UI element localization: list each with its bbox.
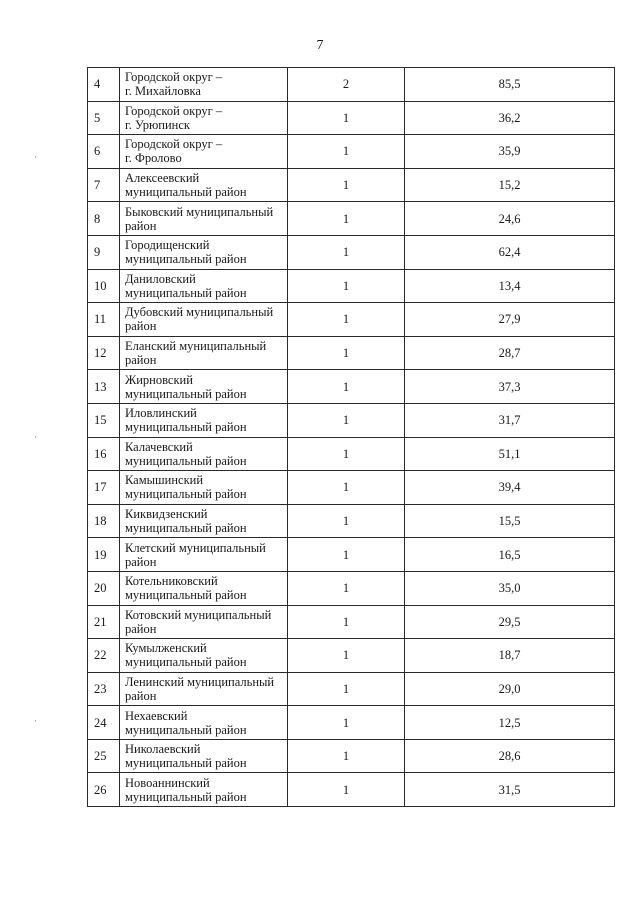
districts-table [87, 67, 615, 807]
table-row [88, 571, 615, 605]
count-cell-text: 1 [342, 211, 350, 226]
count-cell [288, 269, 405, 303]
row-number [88, 504, 120, 538]
count-cell [288, 168, 405, 202]
table-row [88, 471, 615, 505]
table-body [88, 68, 615, 807]
table-row [88, 706, 615, 740]
row-number [88, 706, 120, 740]
row-number-text: 15 [94, 413, 107, 428]
count-cell-text: 1 [342, 581, 350, 596]
count-cell [288, 571, 405, 605]
district-name-text: Городской округ – г. Урюпинск [125, 103, 223, 132]
count-cell-text: 1 [342, 614, 350, 629]
value-cell [405, 437, 615, 471]
district-name-text: Новоаннинский муниципальный район [125, 775, 247, 804]
value-cell-text: 39,4 [498, 480, 521, 495]
count-cell [288, 437, 405, 471]
value-cell-text: 15,5 [498, 514, 521, 529]
count-cell [288, 538, 405, 572]
count-cell-text: 1 [342, 346, 350, 361]
row-number [88, 639, 120, 673]
row-number [88, 739, 120, 773]
row-number-text: 20 [94, 581, 107, 596]
district-name [120, 269, 288, 303]
value-cell-text: 27,9 [498, 312, 521, 327]
count-cell [288, 403, 405, 437]
table-row [88, 135, 615, 169]
row-number [88, 471, 120, 505]
value-cell-text: 13,4 [498, 278, 521, 293]
district-name-text: Быковский муниципальный район [125, 204, 274, 233]
table-row [88, 538, 615, 572]
count-cell-text: 1 [342, 681, 350, 696]
district-name [120, 202, 288, 236]
value-cell-text: 12,5 [498, 715, 521, 730]
row-number-text: 24 [94, 715, 107, 730]
value-cell [405, 605, 615, 639]
district-name-text: Жирновский муниципальный район [125, 372, 247, 401]
district-name [120, 101, 288, 135]
value-cell [405, 202, 615, 236]
count-cell-text: 1 [342, 648, 350, 663]
scan-mark: · [34, 432, 37, 442]
table-row [88, 403, 615, 437]
row-number-text: 19 [94, 547, 107, 562]
row-number [88, 605, 120, 639]
district-name-text: Нехаевский муниципальный район [125, 708, 247, 737]
district-name [120, 471, 288, 505]
count-cell [288, 471, 405, 505]
count-cell [288, 639, 405, 673]
district-name-text: Калачевский муниципальный район [125, 439, 247, 468]
row-number-text: 23 [94, 681, 107, 696]
district-name [120, 706, 288, 740]
row-number-text: 11 [94, 312, 107, 327]
row-number [88, 202, 120, 236]
row-number [88, 101, 120, 135]
value-cell [405, 269, 615, 303]
value-cell-text: 18,7 [498, 648, 521, 663]
count-cell [288, 504, 405, 538]
count-cell [288, 605, 405, 639]
value-cell-text: 36,2 [498, 110, 521, 125]
table-row [88, 672, 615, 706]
row-number-text: 18 [94, 514, 107, 529]
count-cell [288, 773, 405, 807]
row-number-text: 10 [94, 278, 107, 293]
value-cell [405, 235, 615, 269]
value-cell [405, 672, 615, 706]
value-cell [405, 403, 615, 437]
row-number [88, 538, 120, 572]
district-name-text: Дубовский муниципальный район [125, 305, 274, 334]
row-number-text: 22 [94, 648, 107, 663]
row-number [88, 437, 120, 471]
district-name [120, 538, 288, 572]
district-name [120, 571, 288, 605]
count-cell [288, 101, 405, 135]
district-name [120, 135, 288, 169]
district-name-text: Еланский муниципальный район [125, 339, 267, 368]
row-number-text: 13 [94, 379, 107, 394]
count-cell [288, 303, 405, 337]
value-cell-text: 15,2 [498, 178, 521, 193]
district-name [120, 68, 288, 102]
value-cell-text: 28,6 [498, 749, 521, 764]
table-row [88, 605, 615, 639]
table-row [88, 269, 615, 303]
count-cell [288, 235, 405, 269]
row-number [88, 135, 120, 169]
table-row [88, 370, 615, 404]
district-name-text: Иловлинский муниципальный район [125, 406, 247, 435]
row-number-text: 21 [94, 614, 107, 629]
page-number: 7 [316, 38, 324, 53]
table-row [88, 168, 615, 202]
district-name-text: Котельниковский муниципальный район [125, 574, 247, 603]
district-name-text: Даниловский муниципальный район [125, 271, 247, 300]
row-number [88, 336, 120, 370]
value-cell-text: 16,5 [498, 547, 521, 562]
table-row [88, 101, 615, 135]
row-number-text: 9 [94, 245, 101, 260]
value-cell-text: 29,5 [498, 614, 521, 629]
table-row [88, 68, 615, 102]
district-name [120, 672, 288, 706]
row-number [88, 571, 120, 605]
district-name [120, 370, 288, 404]
row-number [88, 403, 120, 437]
table-row [88, 639, 615, 673]
value-cell-text: 35,0 [498, 581, 521, 596]
table-row [88, 303, 615, 337]
value-cell [405, 739, 615, 773]
value-cell [405, 706, 615, 740]
value-cell [405, 101, 615, 135]
row-number [88, 68, 120, 102]
row-number-text: 5 [94, 110, 101, 125]
district-name-text: Камышинский муниципальный район [125, 473, 247, 502]
value-cell [405, 773, 615, 807]
row-number-text: 8 [94, 211, 101, 226]
district-name-text: Котовский муниципальный район [125, 607, 272, 636]
count-cell-text: 1 [342, 480, 350, 495]
row-number-text: 17 [94, 480, 107, 495]
district-name [120, 639, 288, 673]
value-cell-text: 51,1 [498, 446, 521, 461]
district-name [120, 773, 288, 807]
count-cell [288, 672, 405, 706]
row-number-text: 12 [94, 346, 107, 361]
count-cell-text: 1 [342, 245, 350, 260]
row-number-text: 25 [94, 749, 107, 764]
row-number [88, 168, 120, 202]
district-name-text: Городской округ – г. Михайловка [125, 70, 223, 99]
row-number [88, 269, 120, 303]
district-name-text: Кумылженский муниципальный район [125, 641, 247, 670]
count-cell-text: 1 [342, 144, 350, 159]
row-number [88, 235, 120, 269]
table-row [88, 202, 615, 236]
district-name [120, 336, 288, 370]
value-cell-text: 85,5 [498, 77, 521, 92]
count-cell-text: 1 [342, 547, 350, 562]
count-cell [288, 336, 405, 370]
district-name-text: Городищенский муниципальный район [125, 238, 247, 267]
value-cell [405, 68, 615, 102]
value-cell-text: 24,6 [498, 211, 521, 226]
district-name-text: Алексеевский муниципальный район [125, 171, 247, 200]
value-cell [405, 168, 615, 202]
row-number-text: 26 [94, 782, 107, 797]
count-cell-text: 1 [342, 178, 350, 193]
value-cell-text: 62,4 [498, 245, 521, 260]
district-name-text: Николаевский муниципальный район [125, 742, 247, 771]
table-row [88, 336, 615, 370]
table-row [88, 773, 615, 807]
district-name-text: Городской округ – г. Фролово [125, 137, 223, 166]
value-cell-text: 31,5 [498, 782, 521, 797]
value-cell-text: 29,0 [498, 681, 521, 696]
row-number-text: 7 [94, 178, 101, 193]
row-number-text: 6 [94, 144, 101, 159]
count-cell-text: 1 [342, 749, 350, 764]
row-number [88, 672, 120, 706]
district-name [120, 739, 288, 773]
scan-mark: · [34, 716, 37, 726]
district-name-text: Киквидзенский муниципальный район [125, 507, 247, 536]
count-cell-text: 1 [342, 413, 350, 428]
count-cell-text: 1 [342, 278, 350, 293]
district-name [120, 403, 288, 437]
value-cell [405, 303, 615, 337]
district-name [120, 504, 288, 538]
row-number-text: 16 [94, 446, 107, 461]
district-name [120, 235, 288, 269]
count-cell-text: 1 [342, 379, 350, 394]
value-cell [405, 370, 615, 404]
value-cell [405, 336, 615, 370]
table-row [88, 235, 615, 269]
district-name [120, 437, 288, 471]
row-number [88, 370, 120, 404]
count-cell-text: 1 [342, 782, 350, 797]
value-cell [405, 538, 615, 572]
count-cell [288, 135, 405, 169]
value-cell [405, 471, 615, 505]
count-cell-text: 1 [342, 715, 350, 730]
district-name [120, 303, 288, 337]
count-cell [288, 202, 405, 236]
district-name-text: Ленинский муниципальный район [125, 674, 275, 703]
count-cell-text: 1 [342, 446, 350, 461]
value-cell-text: 37,3 [498, 379, 521, 394]
count-cell [288, 370, 405, 404]
value-cell [405, 639, 615, 673]
table-row [88, 739, 615, 773]
district-name [120, 605, 288, 639]
value-cell-text: 31,7 [498, 413, 521, 428]
count-cell [288, 706, 405, 740]
row-number [88, 773, 120, 807]
district-name [120, 168, 288, 202]
table-row [88, 504, 615, 538]
value-cell-text: 35,9 [498, 144, 521, 159]
count-cell-text: 1 [342, 514, 350, 529]
table-row [88, 437, 615, 471]
row-number-text: 4 [94, 77, 101, 92]
count-cell-text: 2 [342, 77, 350, 92]
value-cell-text: 28,7 [498, 346, 521, 361]
row-number [88, 303, 120, 337]
count-cell [288, 739, 405, 773]
value-cell [405, 504, 615, 538]
count-cell-text: 1 [342, 312, 350, 327]
scan-mark: · [34, 152, 37, 162]
count-cell [288, 68, 405, 102]
count-cell-text: 1 [342, 110, 350, 125]
district-name-text: Клетский муниципальный район [125, 540, 266, 569]
value-cell [405, 135, 615, 169]
value-cell [405, 571, 615, 605]
